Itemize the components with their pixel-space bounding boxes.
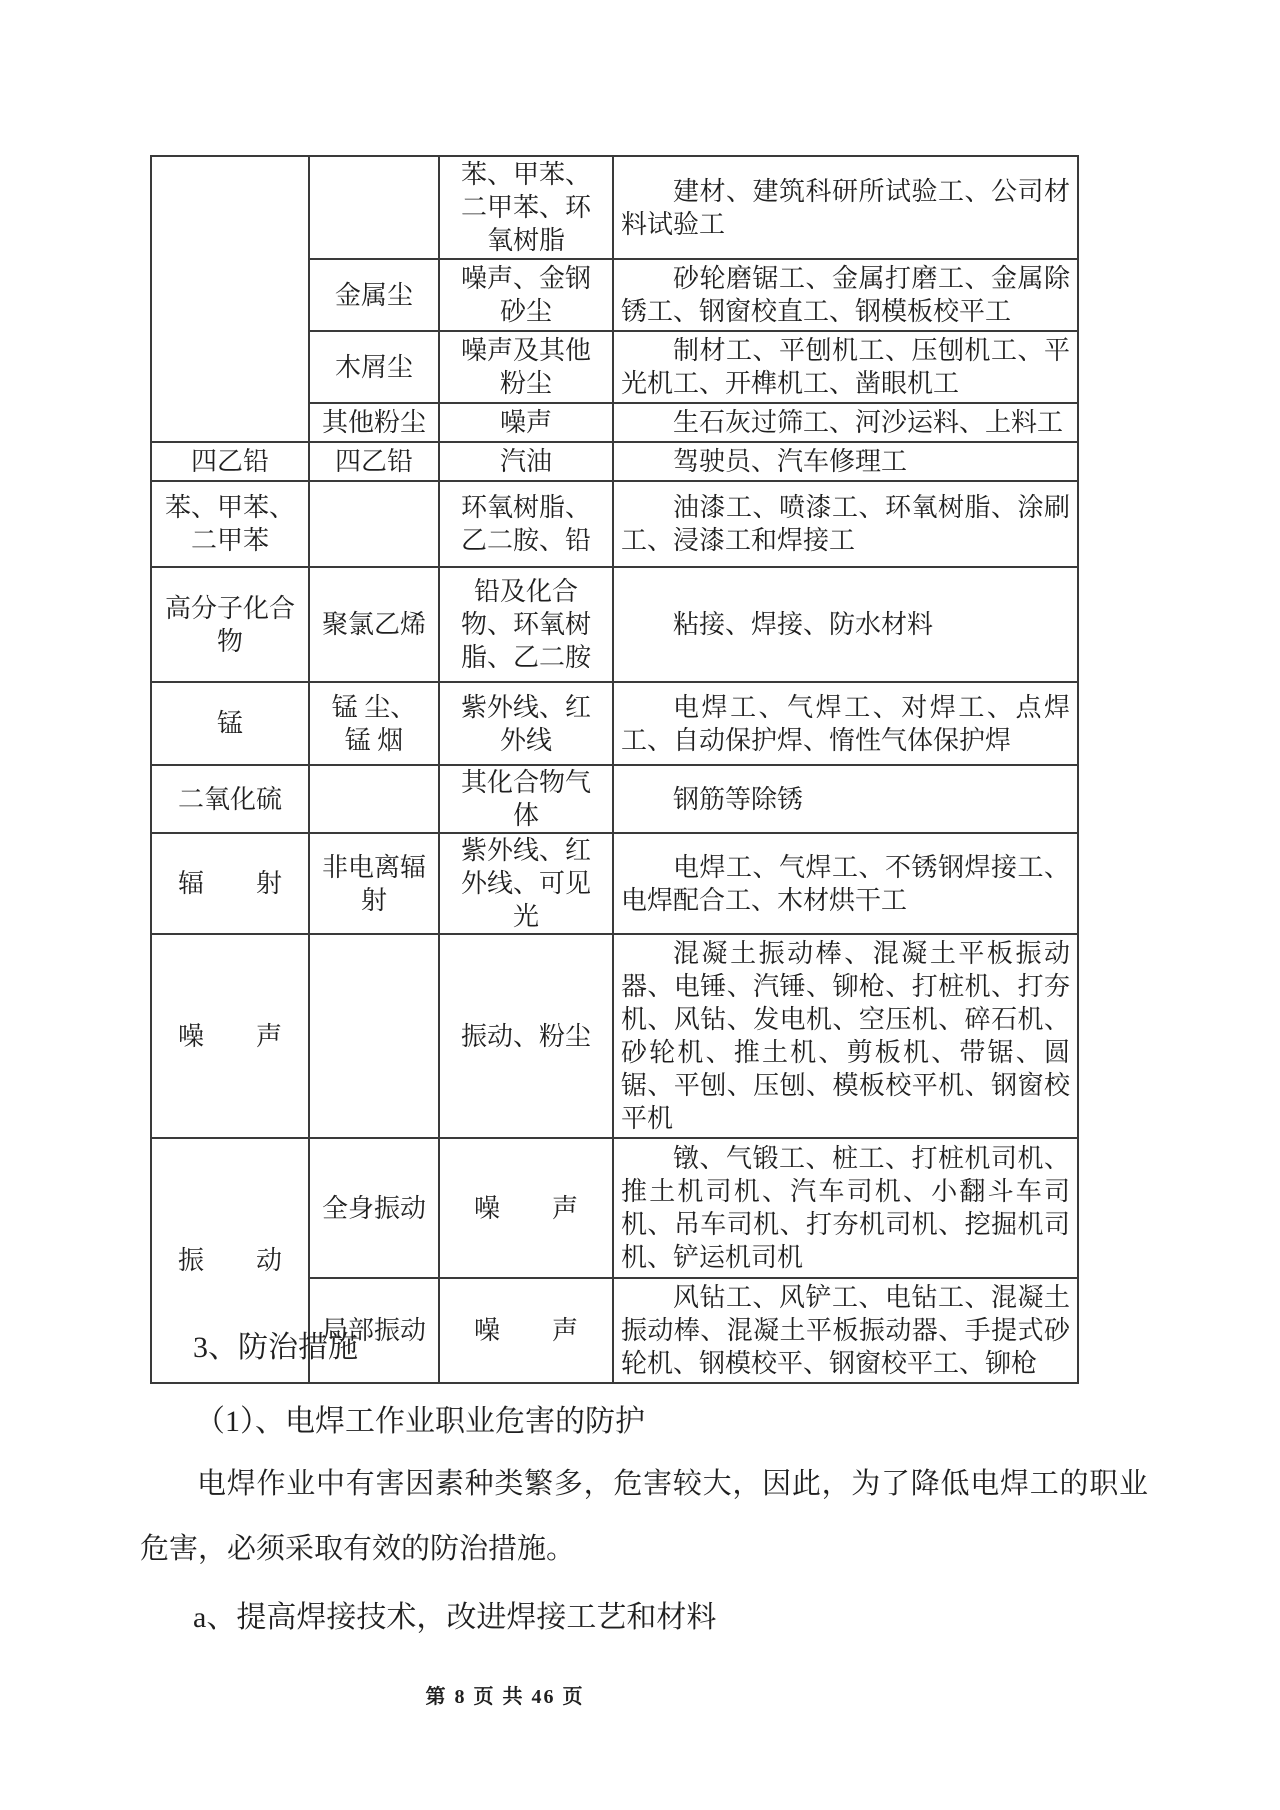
table-cell: 辐 射 <box>151 833 309 934</box>
table-cell: 非电离辐射 <box>309 833 439 934</box>
table-cell: 振动、粉尘 <box>439 934 613 1138</box>
table-row <box>151 682 1078 765</box>
table-row <box>151 765 1078 833</box>
table-cell: 环氧树脂、乙二胺、铅 <box>439 481 613 567</box>
table-cell: 建材、建筑科研所试验工、公司材料试验工 <box>613 156 1078 259</box>
table-cell: 风钻工、风铲工、电钻工、混凝土振动棒、混凝土平板振动器、手提式砂轮机、钢模校平、钢窗校平工、铆枪 <box>613 1278 1078 1383</box>
table-cell: 金属尘 <box>309 259 439 331</box>
subsection-heading-a: a、提高焊接技术，改进焊接工艺和材料 <box>193 1601 717 1634</box>
table-row <box>151 1138 1078 1278</box>
table-cell: 木屑尘 <box>309 331 439 403</box>
table-cell <box>309 481 439 567</box>
body-paragraph: 电焊作业中有害因素种类繁多，危害较大，因此，为了降低电焊工的职业危害，必须采取有效的防治措施。 <box>140 1468 1148 1565</box>
table-cell: 噪 声 <box>439 1138 613 1278</box>
table-cell: 局部振动 <box>309 1278 439 1383</box>
table-cell: 油漆工、喷漆工、环氧树脂、涂刷工、浸漆工和焊接工 <box>613 481 1078 567</box>
table-cell: 四乙铅 <box>309 442 439 481</box>
table-cell: 紫外线、红外线、可见光 <box>439 833 613 934</box>
table-row <box>151 442 1078 481</box>
section-heading-3: 3、防治措施 <box>193 1331 358 1364</box>
table-row <box>151 567 1078 682</box>
table-cell: 粘接、焊接、防水材料 <box>613 567 1078 682</box>
table-cell: 混凝土振动棒、混凝土平板振动器、电锤、汽锤、铆枪、打桩机、打夯机、风钻、发电机、空压机、碎石机、砂轮机、推土机、剪板机、带锯、圆锯、平刨、压刨、模板校平机、钢窗校平机 <box>613 934 1078 1138</box>
table-cell: 其他粉尘 <box>309 403 439 442</box>
table-cell: 噪 声 <box>439 1278 613 1383</box>
table-cell <box>309 156 439 259</box>
table-cell: 驾驶员、汽车修理工 <box>613 442 1078 481</box>
table-cell: 砂轮磨锯工、金属打磨工、金属除锈工、钢窗校直工、钢模板校平工 <box>613 259 1078 331</box>
table-cell: 铅及化合物、环氧树脂、乙二胺 <box>439 567 613 682</box>
table-cell <box>309 934 439 1138</box>
table-cell: 电焊工、气焊工、对焊工、点焊工、自动保护焊、惰性气体保护焊 <box>613 682 1078 765</box>
table-row <box>151 833 1078 934</box>
table-cell: 振 动 <box>151 1138 309 1383</box>
table-cell: 全身振动 <box>309 1138 439 1278</box>
table-cell: 紫外线、红外线 <box>439 682 613 765</box>
table-cell: 噪声、金钢砂尘 <box>439 259 613 331</box>
table-cell: 锰 尘、锰 烟 <box>309 682 439 765</box>
subsection-heading-1: （1）、电焊工作业职业危害的防护 <box>195 1405 645 1438</box>
page-number-footer: 第 8 页 共 46 页 <box>425 1686 585 1708</box>
table-cell: 其化合物气体 <box>439 765 613 833</box>
table-cell: 电焊工、气焊工、不锈钢焊接工、电焊配合工、木材烘干工 <box>613 833 1078 934</box>
table-cell: 二氧化硫 <box>151 765 309 833</box>
table-cell: 噪 声 <box>151 934 309 1138</box>
table-cell: 噪声 <box>439 403 613 442</box>
table-cell: 生石灰过筛工、河沙运料、上料工 <box>613 403 1078 442</box>
table-cell <box>309 765 439 833</box>
table-cell: 噪声及其他粉尘 <box>439 331 613 403</box>
table-cell: 钢筋等除锈 <box>613 765 1078 833</box>
table-cell: 制材工、平刨机工、压刨机工、平光机工、开榫机工、凿眼机工 <box>613 331 1078 403</box>
table-cell: 镦、气锻工、桩工、打桩机司机、推土机司机、汽车司机、小翻斗车司机、吊车司机、打夯机司机、挖掘机司机、铲运机司机 <box>613 1138 1078 1278</box>
table-cell: 汽油 <box>439 442 613 481</box>
table-row <box>151 481 1078 567</box>
hazard-table <box>150 155 1079 1384</box>
table-row <box>151 934 1078 1138</box>
table-cell: 苯、甲苯、二甲苯 <box>151 481 309 567</box>
table-cell: 锰 <box>151 682 309 765</box>
table-cell: 聚氯乙烯 <box>309 567 439 682</box>
table-cell <box>151 156 309 442</box>
table-cell: 高分子化合物 <box>151 567 309 682</box>
table-cell: 四乙铅 <box>151 442 309 481</box>
table-row <box>151 156 1078 259</box>
table-cell: 苯、甲苯、二甲苯、环氧树脂 <box>439 156 613 259</box>
